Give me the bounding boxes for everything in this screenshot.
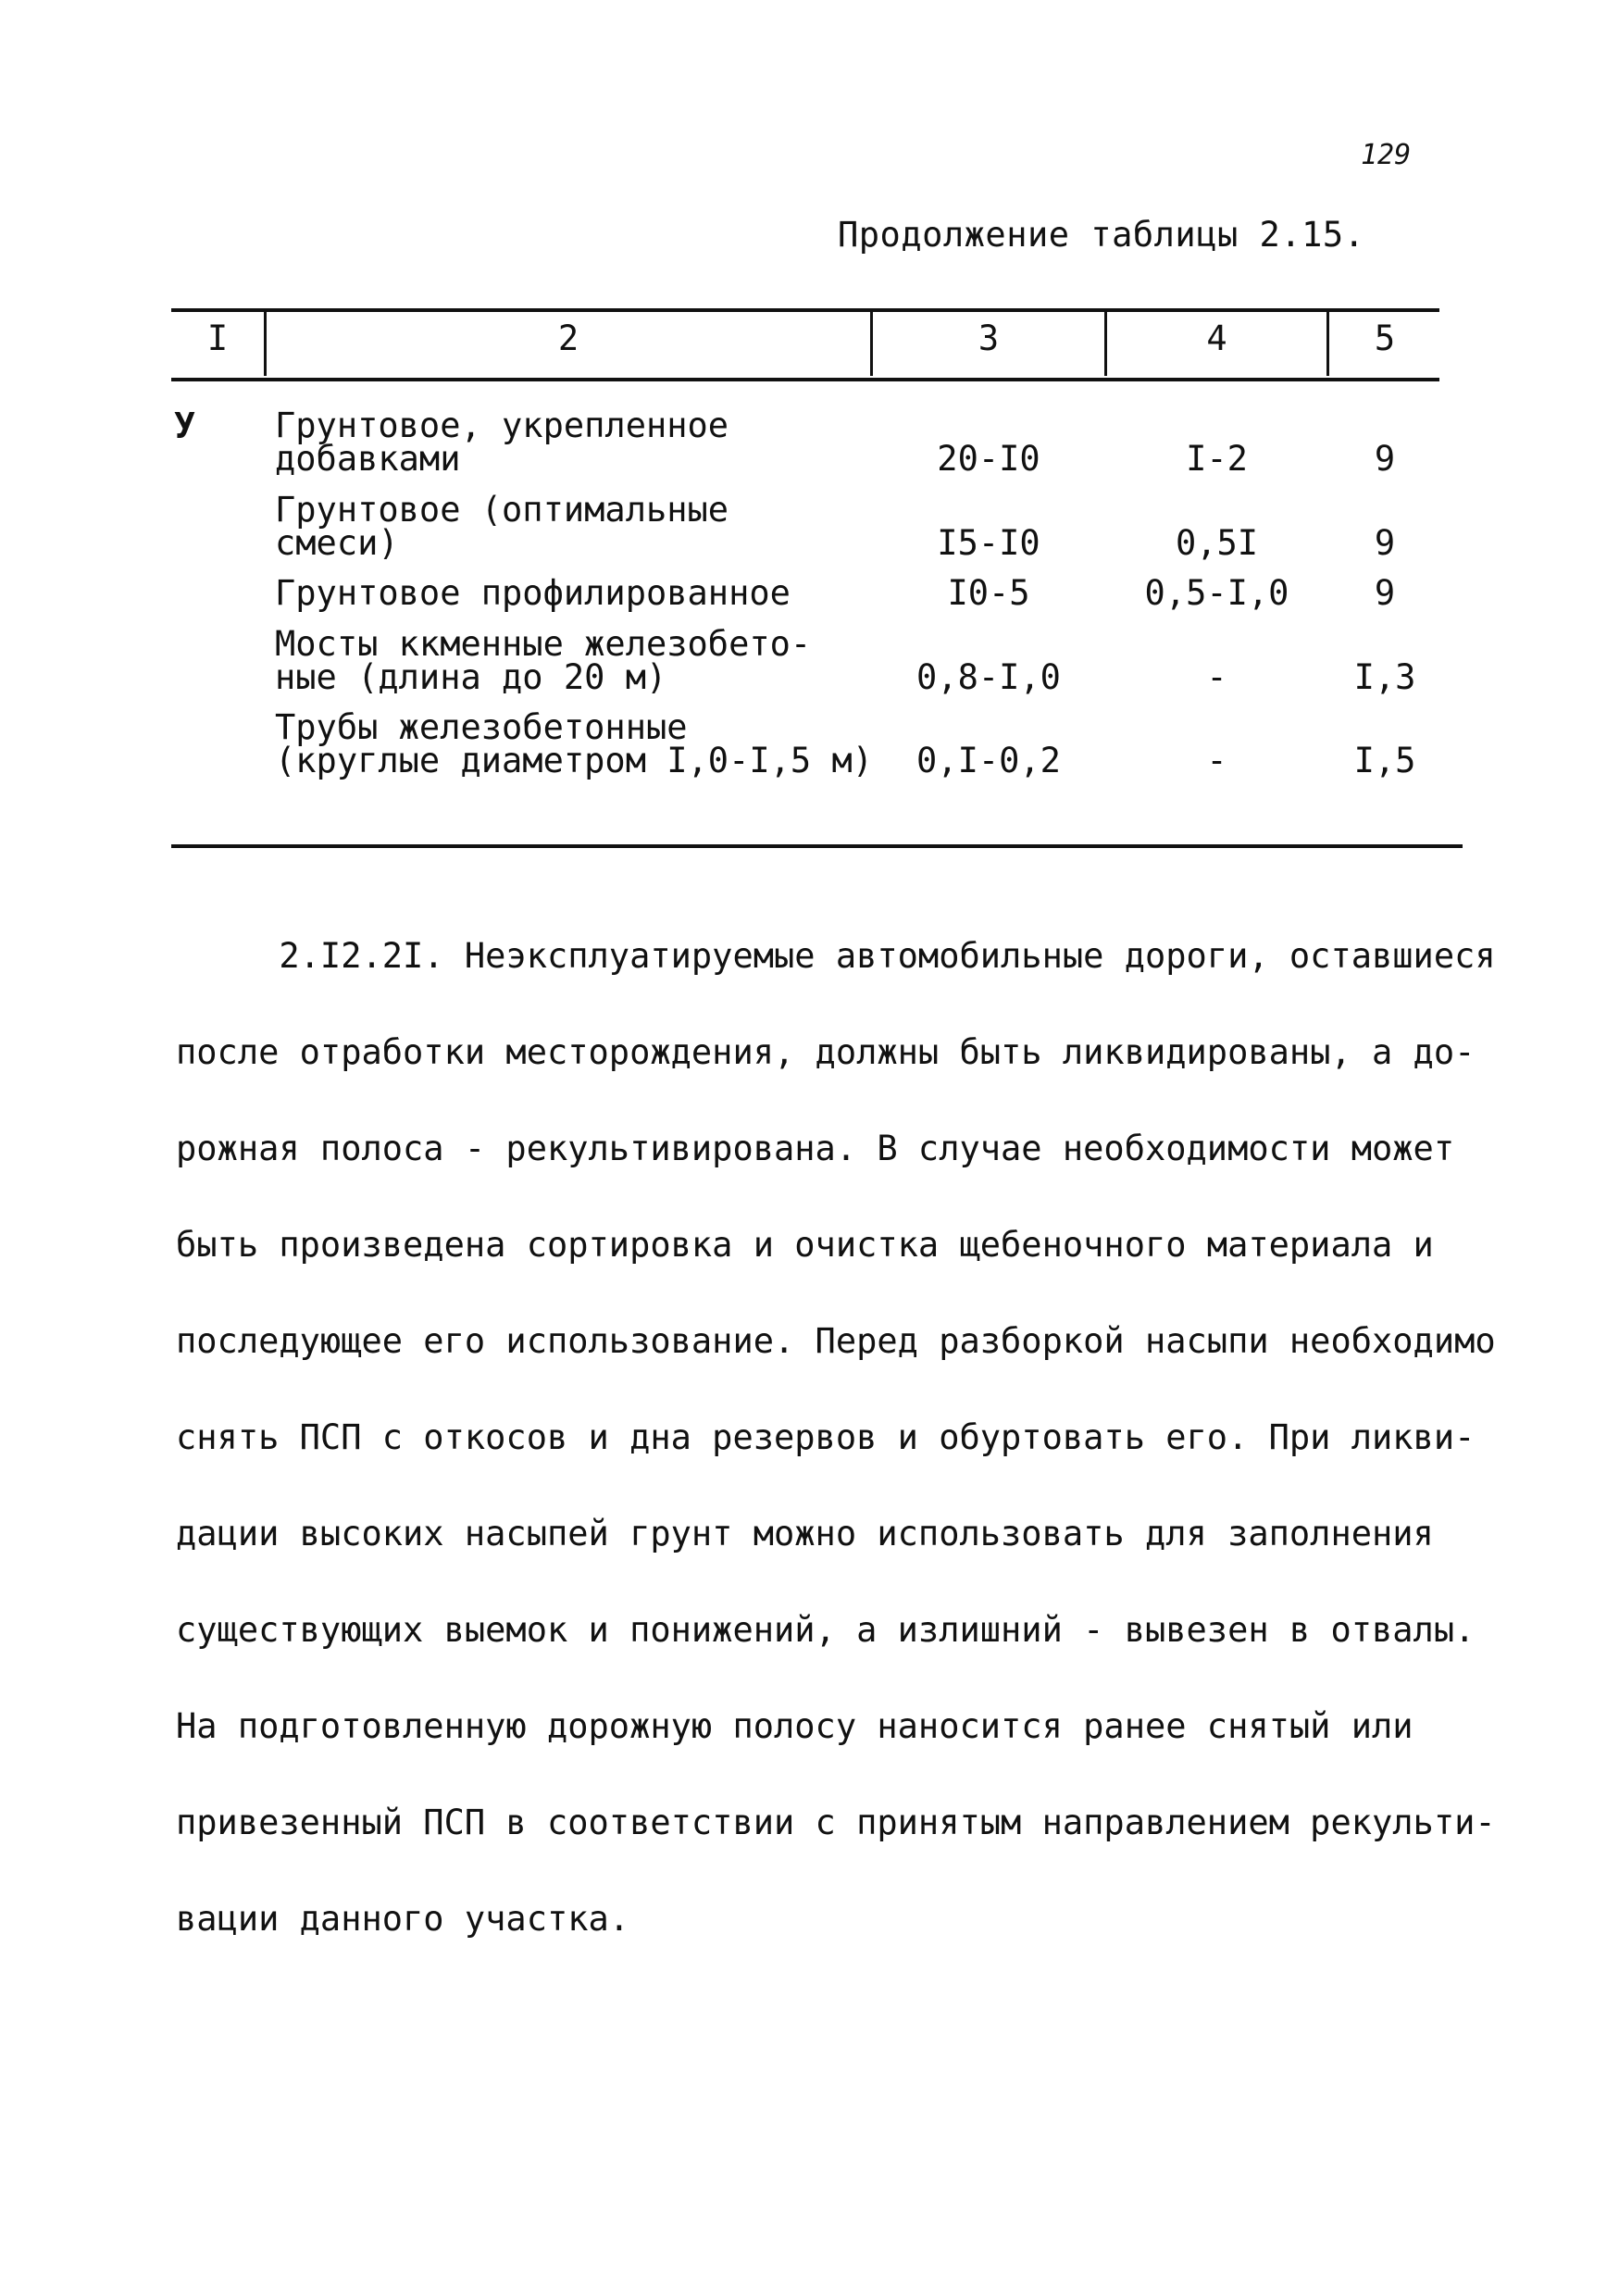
row-name-line: Мосты ккменные железобето- xyxy=(275,624,812,664)
group-label: У xyxy=(174,406,195,446)
paragraph-line: дации высоких насыпей грунт можно использовать для заполнения xyxy=(176,1514,1434,1554)
row-value-col4: I-2 xyxy=(1186,439,1248,479)
table-bottom-rule xyxy=(171,844,1463,848)
row-value-col4: 0,5-I,0 xyxy=(1144,573,1289,613)
body-paragraph xyxy=(176,884,1496,1991)
paragraph-line: рожная полоса - рекультивирована. В случае необходимости может xyxy=(176,1129,1455,1168)
row-value-col3: I5-I0 xyxy=(937,523,1040,563)
row-value-col5: 9 xyxy=(1374,439,1396,479)
row-name-line: смеси) xyxy=(275,523,399,563)
row-value-col4: 0,5I xyxy=(1175,523,1259,563)
header-col-5: 5 xyxy=(1374,318,1396,358)
page-number: 129 xyxy=(1361,139,1412,171)
paragraph-line: существующих выемок и понижений, а излишний - вывезен в отвалы. xyxy=(176,1610,1476,1650)
header-col-3: 3 xyxy=(978,318,1000,358)
paragraph-line: На подготовленную дорожную полосу наносится ранее снятый или xyxy=(176,1706,1414,1746)
paragraph-line: быть произведена сортировка и очистка щебеночного материала и xyxy=(176,1225,1434,1265)
header-col-1: I xyxy=(206,318,229,358)
row-value-col3: 0,8-I,0 xyxy=(916,657,1061,697)
row-name-line: добавками xyxy=(275,439,461,479)
paragraph-line: последующее его использование. Перед разборкой насыпи необходимо xyxy=(176,1321,1496,1361)
header-col-2: 2 xyxy=(557,318,579,358)
paragraph-line: вации данного участка. xyxy=(176,1899,630,1939)
row-name-line: ные (длина до 20 м) xyxy=(275,657,667,697)
row-value-col5: I,3 xyxy=(1353,657,1416,697)
header-col-4: 4 xyxy=(1206,318,1227,358)
row-name-line: Грунтовое профилированное xyxy=(275,573,791,613)
table-top-rule xyxy=(171,308,1439,312)
paragraph-line: привезенный ПСП в соответствии с принятым направлением рекульти- xyxy=(176,1803,1496,1842)
paragraph-line: после отработки месторождения, должны быть ликвидированы, а до- xyxy=(176,1032,1476,1072)
row-name-line: Грунтовое (оптимальные xyxy=(275,490,729,530)
paragraph-line: снять ПСП с откосов и дна резервов и обуртовать его. При ликви- xyxy=(176,1417,1476,1457)
row-value-col3: 20-I0 xyxy=(937,439,1040,479)
row-name-line: Трубы железобетонные xyxy=(275,707,688,747)
row-name-line: Грунтовое, укрепленное xyxy=(275,406,729,445)
row-value-col5: I,5 xyxy=(1353,741,1416,780)
table-header-rule xyxy=(171,378,1439,381)
row-value-col4: - xyxy=(1206,741,1227,780)
row-value-col5: 9 xyxy=(1374,523,1396,563)
paragraph-line: 2.I2.2I. Неэксплуатируемые автомобильные дороги, оставшиеся xyxy=(176,936,1496,976)
row-name-line: (круглые диаметром I,0-I,5 м) xyxy=(275,741,874,780)
row-value-col3: I0-5 xyxy=(947,573,1030,613)
row-value-col4: - xyxy=(1206,657,1227,697)
row-value-col3: 0,I-0,2 xyxy=(916,741,1061,780)
row-value-col5: 9 xyxy=(1374,573,1396,613)
table-caption: Продолжение таблицы 2.15. xyxy=(838,215,1365,255)
